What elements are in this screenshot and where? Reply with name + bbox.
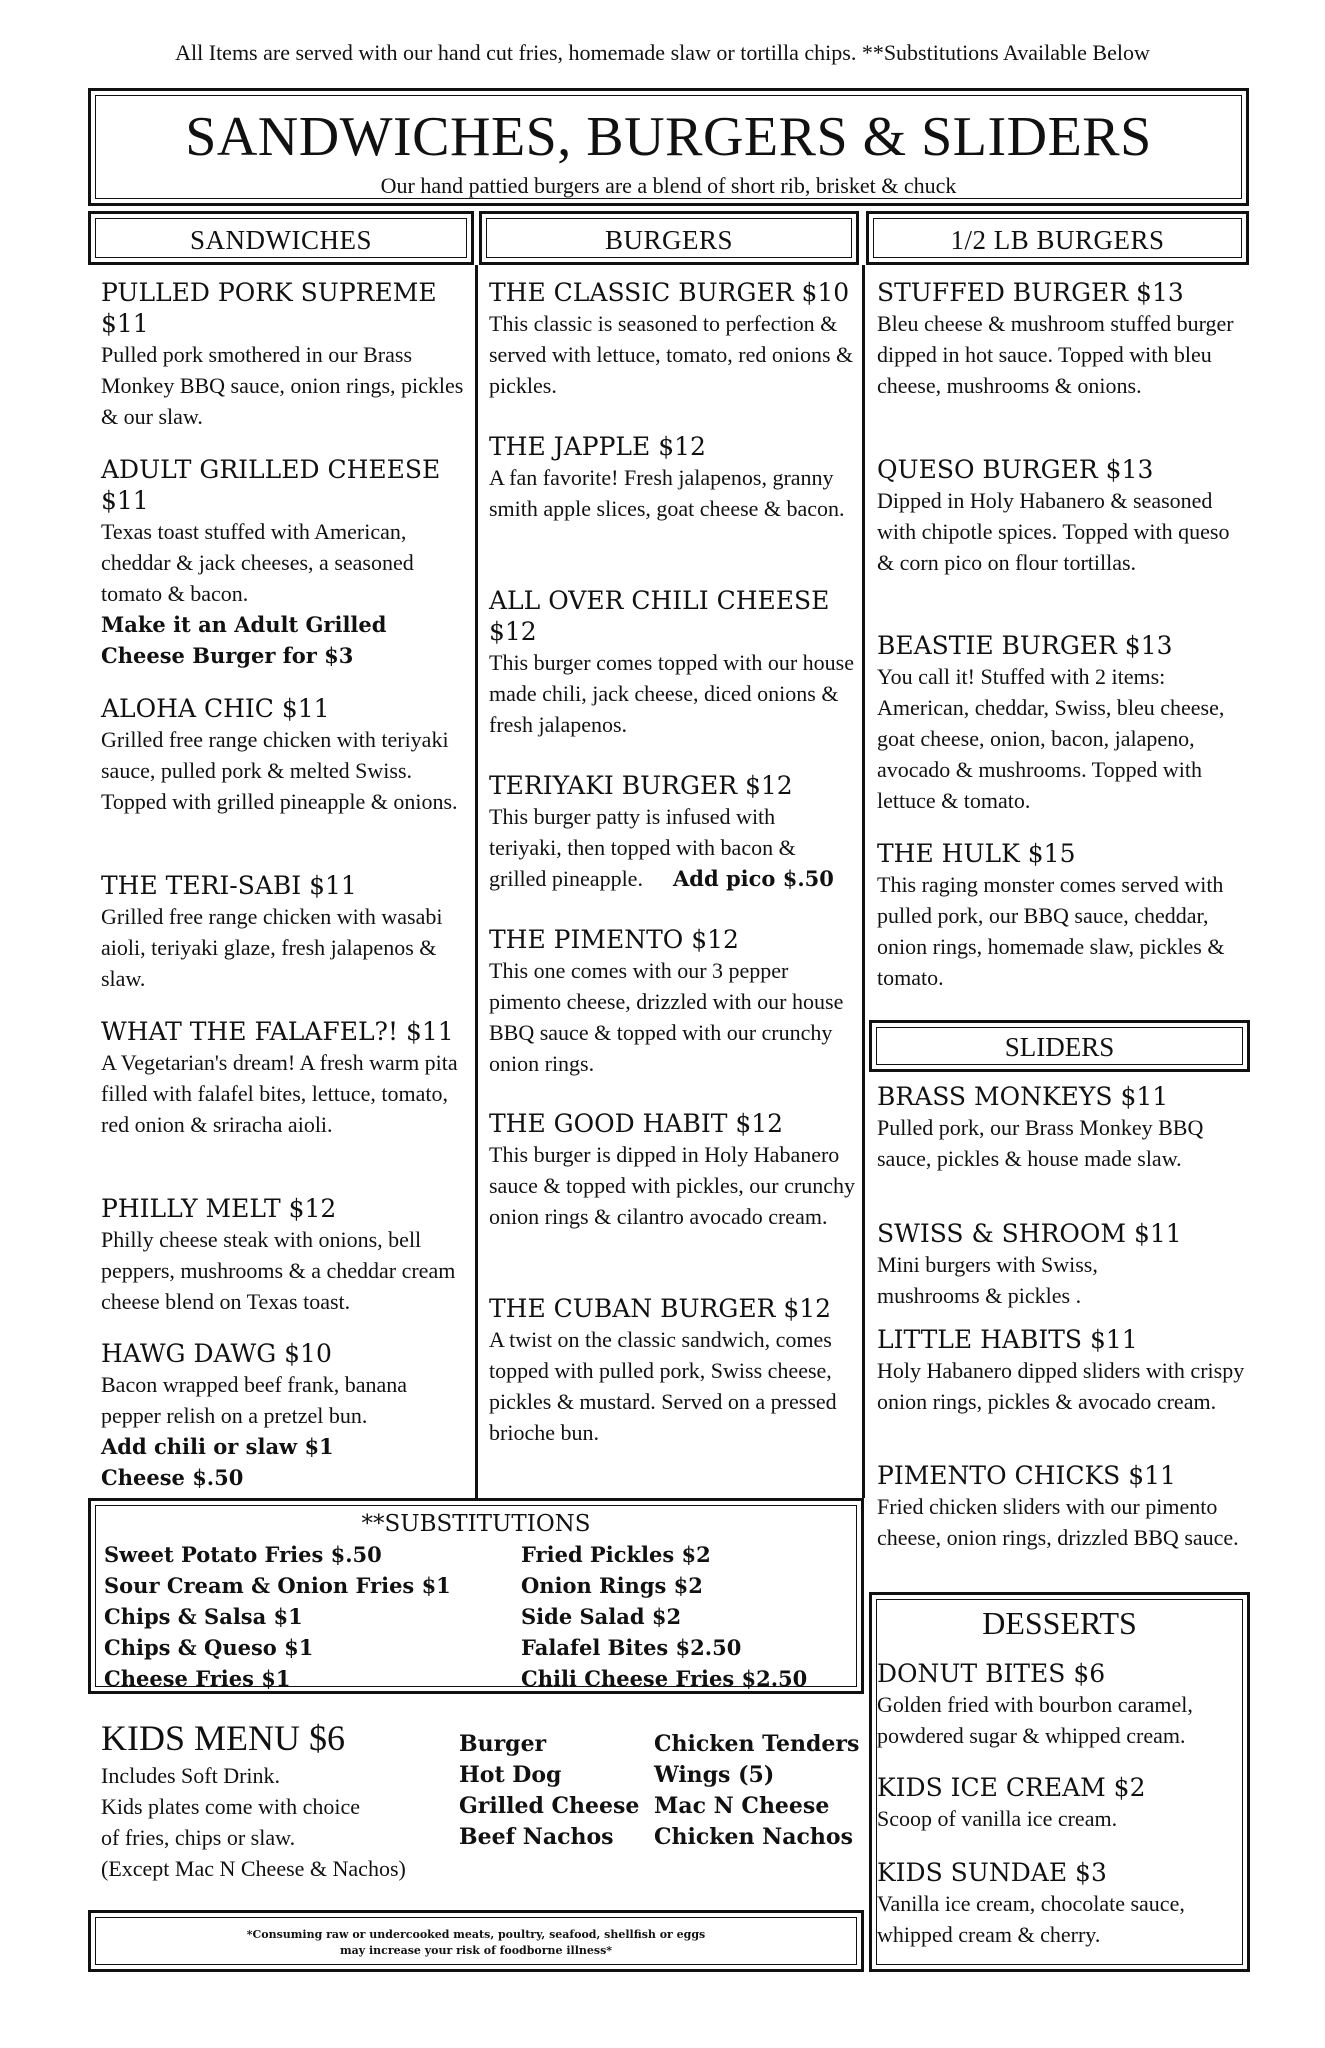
kids-desc-line: (Except Mac N Cheese & Nachos)	[101, 1856, 406, 1881]
item-title: SWISS & SHROOM $11	[877, 1219, 1182, 1248]
item-description: This burger is dipped in Holy Habanero sauce & topped with pickles, our crunchy onion rings & cilantro avocado cream.	[489, 1142, 855, 1229]
sliders-header	[869, 1020, 1250, 1072]
kids-item: Wings (5)	[654, 1762, 775, 1788]
item-description: A twist on the classic sandwich, comes topped with pulled pork, Swiss cheese, pickles & mustard. Served on a pressed brioche bun.	[489, 1327, 837, 1445]
disclaimer-line: may increase your risk of foodborne illness*	[339, 1944, 613, 1957]
main-title-box	[88, 88, 1249, 206]
kids-desc-line: Kids plates come with choice	[101, 1794, 361, 1819]
kids-menu-description	[101, 1760, 461, 1884]
substitution-item: Chips & Queso $1	[104, 1635, 314, 1660]
menu-item	[101, 1338, 471, 1493]
menu-item	[877, 1857, 1243, 1950]
item-title: KIDS ICE CREAM $2	[877, 1773, 1146, 1802]
sandwiches-header	[88, 211, 474, 265]
item-title: DONUT BITES $6	[877, 1659, 1106, 1688]
menu-item	[489, 924, 859, 1079]
item-description: Grilled free range chicken with teriyaki sauce, pulled pork & melted Swiss. Topped with grilled pineapple & onions.	[101, 727, 458, 814]
item-title: WHAT THE FALAFEL?! $11	[101, 1017, 454, 1046]
menu-item	[877, 1324, 1247, 1417]
menu-item	[877, 454, 1247, 578]
menu-item	[101, 1016, 471, 1140]
menu-item	[489, 1293, 859, 1448]
substitution-item: Side Salad $2	[521, 1604, 682, 1629]
desserts-heading: DESSERTS	[982, 1605, 1137, 1641]
kids-item: Grilled Cheese	[459, 1793, 640, 1819]
item-title: THE JAPPLE $12	[489, 432, 706, 461]
item-description: This burger comes topped with our house made chili, jack cheese, diced onions & fresh jalapenos.	[489, 650, 854, 737]
kids-item: Burger	[459, 1731, 547, 1757]
item-title: PHILLY MELT $12	[101, 1194, 337, 1223]
item-title: HAWG DAWG $10	[101, 1339, 332, 1368]
item-title: LITTLE HABITS $11	[877, 1325, 1138, 1354]
item-description: Golden fried with bourbon caramel, powdered sugar & whipped cream.	[877, 1692, 1193, 1748]
item-description: Grilled free range chicken with wasabi aioli, teriyaki glaze, fresh jalapenos & slaw.	[101, 904, 443, 991]
kids-item: Chicken Tenders	[654, 1731, 860, 1757]
item-title: QUESO BURGER $13	[877, 455, 1154, 484]
substitutions-heading: **SUBSTITUTIONS	[361, 1511, 591, 1537]
item-description: This raging monster comes served with pulled pork, our BBQ sauce, cheddar, onion rings, homemade slaw, pickles & tomato.	[877, 872, 1225, 990]
item-addon: Add pico $.50	[673, 866, 834, 891]
item-description: You call it! Stuffed with 2 items: American, cheddar, Swiss, bleu cheese, goat cheese, onion, bacon, jalapeno, avocado & mushrooms. Topped with lettuce & tomato.	[877, 664, 1225, 813]
item-description: A Vegetarian's dream! A fresh warm pita filled with falafel bites, lettuce, tomato, red onion & sriracha aioli.	[101, 1050, 458, 1137]
menu-item	[489, 277, 859, 401]
burgers-header	[479, 211, 859, 265]
substitution-item: Onion Rings $2	[521, 1573, 703, 1598]
item-title: ALOHA CHIC $11	[101, 694, 330, 723]
item-description: A fan favorite! Fresh jalapenos, granny smith apple slices, goat cheese & bacon.	[489, 465, 845, 521]
item-description: Philly cheese steak with onions, bell peppers, mushrooms & a cheddar cream cheese blend on Texas toast.	[101, 1227, 456, 1314]
item-title: THE GOOD HABIT $12	[489, 1109, 784, 1138]
item-title: THE PIMENTO $12	[489, 925, 739, 954]
substitution-item: Chips & Salsa $1	[104, 1604, 303, 1629]
substitutions-right	[521, 1539, 807, 1694]
half-lb-heading: 1/2 LB BURGERS	[950, 225, 1165, 255]
item-title: THE CUBAN BURGER $12	[489, 1294, 832, 1323]
item-title: ALL OVER CHILI CHEESE $12	[489, 586, 830, 646]
substitution-item: Sweet Potato Fries $.50	[104, 1542, 382, 1567]
item-title: PULLED PORK SUPREME $11	[101, 278, 437, 338]
item-description: Bacon wrapped beef frank, banana pepper relish on a pretzel bun.	[101, 1372, 408, 1428]
kids-menu-col2	[654, 1729, 859, 1853]
kids-menu-col1	[459, 1729, 639, 1853]
item-title: PIMENTO CHICKS $11	[877, 1461, 1176, 1490]
item-description: This burger patty is infused with teriyaki, then topped with bacon & grilled pineapple.	[489, 804, 796, 891]
disclaimer-box	[88, 1910, 864, 1972]
item-title: STUFFED BURGER $13	[877, 278, 1184, 307]
item-title: THE CLASSIC BURGER $10	[489, 278, 850, 307]
menu-item	[101, 454, 471, 671]
item-description: Dipped in Holy Habanero & seasoned with chipotle spices. Topped with queso & corn pico on flour tortillas.	[877, 488, 1230, 575]
disclaimer-text	[91, 1927, 861, 1959]
column-divider	[862, 265, 865, 1498]
kids-item: Chicken Nachos	[654, 1824, 853, 1850]
kids-desc-line: of fries, chips or slaw.	[101, 1825, 296, 1850]
item-description: Pulled pork smothered in our Brass Monkey BBQ sauce, onion rings, pickles & our slaw.	[101, 342, 464, 429]
item-title: BRASS MONKEYS $11	[877, 1082, 1169, 1111]
menu-title: SANDWICHES, BURGERS & SLIDERS	[185, 106, 1152, 168]
item-title: ADULT GRILLED CHEESE $11	[101, 455, 441, 515]
menu-item	[489, 1108, 859, 1232]
kids-desc-line: Includes Soft Drink.	[101, 1763, 281, 1788]
half-lb-header	[866, 211, 1249, 265]
substitution-item: Chili Cheese Fries $2.50	[521, 1666, 808, 1691]
menu-item	[489, 770, 859, 894]
substitution-item: Cheese Fries $1	[104, 1666, 291, 1691]
substitutions-left	[104, 1539, 451, 1694]
item-description: Texas toast stuffed with American, cheddar & jack cheeses, a seasoned tomato & bacon.	[101, 519, 414, 606]
kids-item: Hot Dog	[459, 1762, 562, 1788]
burgers-heading: BURGERS	[604, 225, 734, 255]
sandwiches-heading: SANDWICHES	[189, 225, 372, 255]
item-title: TERIYAKI BURGER $12	[489, 771, 793, 800]
menu-item	[877, 1658, 1243, 1751]
kids-item: Beef Nachos	[459, 1824, 614, 1850]
item-addon: Make it an Adult Grilled Cheese Burger for $3	[101, 612, 387, 668]
kids-item: Mac N Cheese	[654, 1793, 830, 1819]
kids-menu-title: KIDS MENU $6	[101, 1718, 346, 1758]
item-description: Holy Habanero dipped sliders with crispy onion rings, pickles & avocado cream.	[877, 1358, 1245, 1414]
item-description: This one comes with our 3 pepper pimento cheese, drizzled with our house BBQ sauce & topped with our crunchy onion rings.	[489, 958, 844, 1076]
item-description: This classic is seasoned to perfection & served with lettuce, tomato, red onions & pickles.	[489, 311, 854, 398]
substitution-item: Sour Cream & Onion Fries $1	[104, 1573, 451, 1598]
substitution-item: Falafel Bites $2.50	[521, 1635, 742, 1660]
menu-item	[101, 277, 471, 432]
menu-item	[489, 431, 859, 524]
disclaimer-line: *Consuming raw or undercooked meats, poultry, seafood, shellfish or eggs	[246, 1928, 706, 1941]
sliders-heading: SLIDERS	[1004, 1032, 1115, 1062]
item-description: Scoop of vanilla ice cream.	[877, 1806, 1118, 1831]
item-description: Fried chicken sliders with our pimento cheese, onion rings, drizzled BBQ sauce.	[877, 1494, 1239, 1550]
item-title: KIDS SUNDAE $3	[877, 1858, 1107, 1887]
item-addon: Add chili or slaw $1 Cheese $.50	[101, 1434, 334, 1490]
top-note: All Items are served with our hand cut fries, homemade slaw or tortilla chips. **Substitutions Available Below	[175, 40, 1150, 65]
item-description: Mini burgers with Swiss, mushrooms & pickles .	[877, 1252, 1098, 1308]
menu-item	[877, 630, 1247, 816]
menu-item	[877, 1460, 1247, 1553]
item-title: THE TERI-SABI $11	[101, 871, 357, 900]
column-divider	[475, 265, 478, 1498]
menu-item	[101, 870, 471, 994]
item-description: Pulled pork, our Brass Monkey BBQ sauce, pickles & house made slaw.	[877, 1115, 1204, 1171]
item-description: Vanilla ice cream, chocolate sauce, whipped cream & cherry.	[877, 1891, 1185, 1947]
menu-item	[877, 1081, 1247, 1174]
menu-item	[101, 1193, 471, 1317]
menu-subtitle: Our hand pattied burgers are a blend of short rib, brisket & chuck	[380, 173, 957, 198]
item-description: Bleu cheese & mushroom stuffed burger dipped in hot sauce. Topped with bleu cheese, mushrooms & onions.	[877, 311, 1234, 398]
menu-item	[877, 277, 1247, 401]
menu-item	[489, 585, 859, 740]
item-title: BEASTIE BURGER $13	[877, 631, 1173, 660]
menu-item	[877, 838, 1247, 993]
substitution-item: Fried Pickles $2	[521, 1542, 711, 1567]
menu-item	[877, 1218, 1247, 1311]
menu-item	[877, 1772, 1243, 1834]
menu-item	[101, 693, 471, 817]
item-title: THE HULK $15	[877, 839, 1076, 868]
